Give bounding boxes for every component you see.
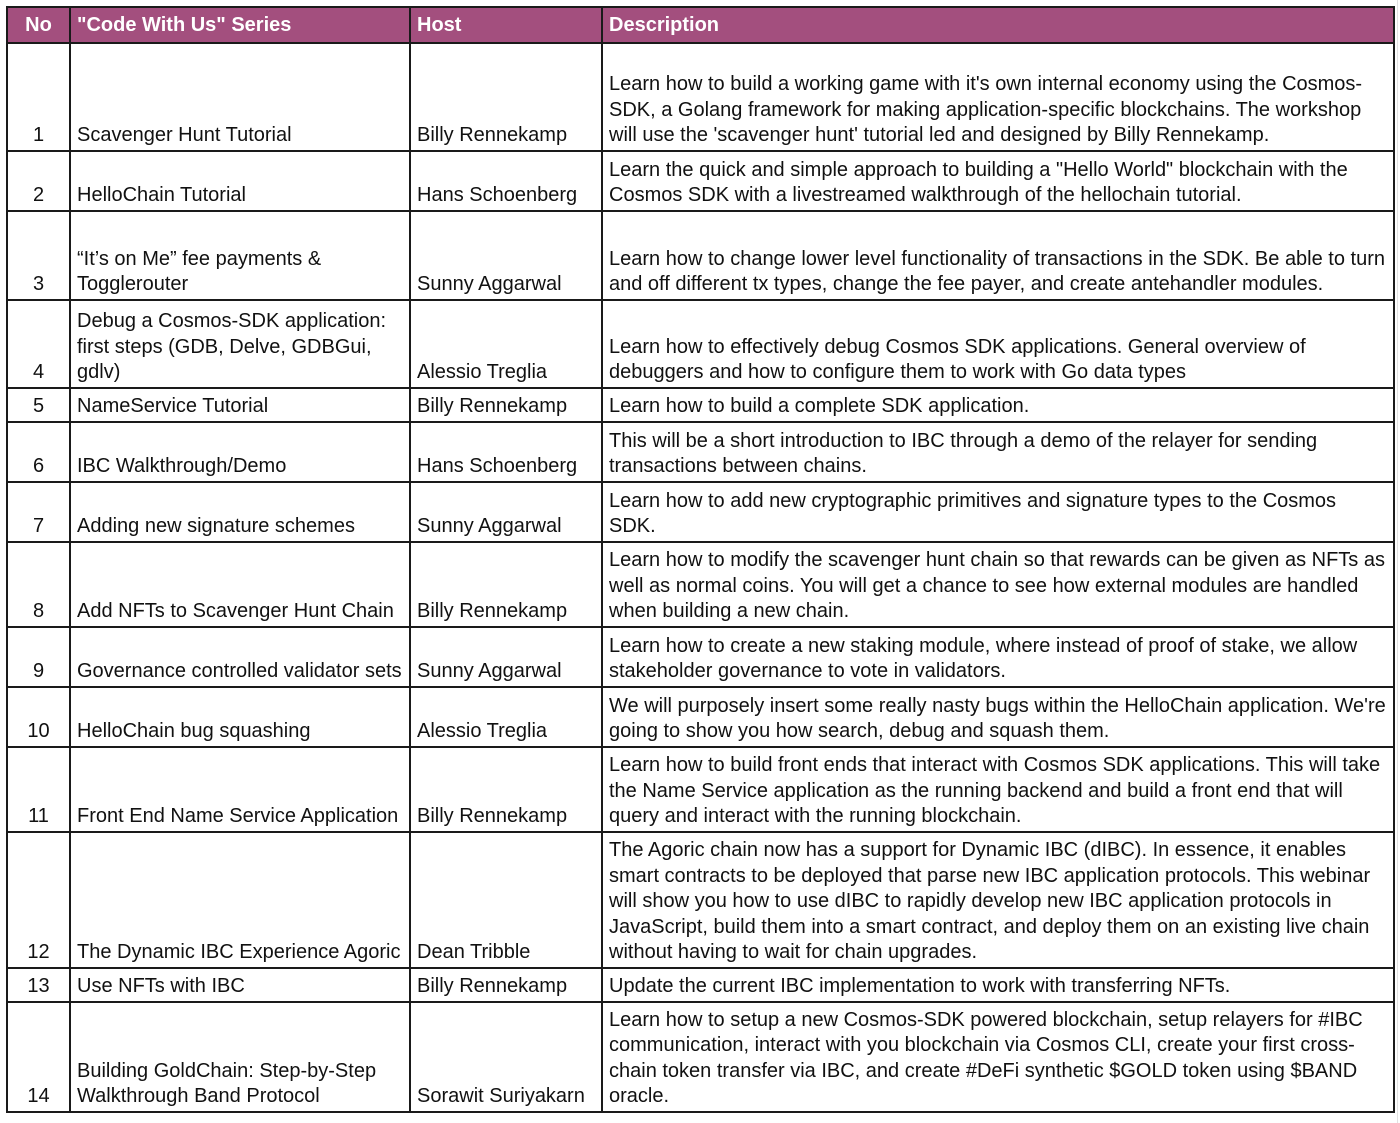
cell-series[interactable]: HelloChain bug squashing [70, 687, 410, 747]
cell-description[interactable]: Learn the quick and simple approach to building a "Hello World" blockchain with the Cosmos SDK with a livestreamed walkthrough of the hellochain tutorial. [602, 151, 1394, 211]
cell-host[interactable]: Billy Rennekamp [410, 968, 602, 1002]
cell-no[interactable]: 13 [7, 968, 70, 1002]
cell-host[interactable]: Sunny Aggarwal [410, 211, 602, 300]
cell-host[interactable]: Billy Rennekamp [410, 542, 602, 627]
cell-host[interactable]: Billy Rennekamp [410, 747, 602, 832]
cell-series[interactable]: Debug a Cosmos-SDK application: first steps (GDB, Delve, GDBGui, gdlv) [70, 300, 410, 388]
cell-no[interactable]: 7 [7, 482, 70, 542]
cell-series[interactable]: Governance controlled validator sets [70, 627, 410, 687]
cell-series[interactable]: Adding new signature schemes [70, 482, 410, 542]
cell-no[interactable]: 11 [7, 747, 70, 832]
cell-host[interactable]: Sunny Aggarwal [410, 482, 602, 542]
cell-description[interactable]: Learn how to create a new staking module, where instead of proof of stake, we allow stakeholder governance to vote in validators. [602, 627, 1394, 687]
cell-description[interactable]: This will be a short introduction to IBC through a demo of the relayer for sending transactions between chains. [602, 422, 1394, 482]
table-body [7, 43, 1394, 1112]
cell-series[interactable]: IBC Walkthrough/Demo [70, 422, 410, 482]
cell-series[interactable]: Scavenger Hunt Tutorial [70, 43, 410, 151]
cell-host[interactable]: Billy Rennekamp [410, 388, 602, 422]
header-host[interactable]: Host [410, 7, 602, 43]
cell-description[interactable]: Learn how to change lower level functionality of transactions in the SDK. Be able to turn and off different tx types, change the fee payer, and create antehandler modules. [602, 211, 1394, 300]
table-row [7, 151, 1394, 211]
cell-host[interactable]: Billy Rennekamp [410, 43, 602, 151]
cell-description[interactable]: Update the current IBC implementation to work with transferring NFTs. [602, 968, 1394, 1002]
cell-description[interactable]: The Agoric chain now has a support for Dynamic IBC (dIBC). In essence, it enables smart contracts to be deployed that parse new IBC application protocols. This webinar will show you how to use dIBC to rapidly develop new IBC application protocols in JavaScript, build them into a smart contract, and deploy them on an existing live chain without having to wait for chain upgrades. [602, 832, 1394, 968]
table-row [7, 422, 1394, 482]
cell-description[interactable]: Learn how to build a working game with it's own internal economy using the Cosmos-SDK, a Golang framework for making application-specific blockchains. The workshop will use the 'scavenger hunt' tutorial led and designed by Billy Rennekamp. [602, 43, 1394, 151]
cell-description[interactable]: Learn how to build front ends that interact with Cosmos SDK applications. This will take the Name Service application as the running backend and build a front end that will query and interact with the running blockchain. [602, 747, 1394, 832]
table-row [7, 627, 1394, 687]
cell-no[interactable]: 12 [7, 832, 70, 968]
cell-description[interactable]: We will purposely insert some really nasty bugs within the HelloChain application. We're going to show you how search, debug and squash them. [602, 687, 1394, 747]
cell-no[interactable]: 3 [7, 211, 70, 300]
cell-host[interactable]: Dean Tribble [410, 832, 602, 968]
cell-host[interactable]: Sunny Aggarwal [410, 627, 602, 687]
header-row [7, 7, 1394, 43]
header-description[interactable]: Description [602, 7, 1394, 43]
cell-host[interactable]: Hans Schoenberg [410, 151, 602, 211]
cell-host[interactable]: Hans Schoenberg [410, 422, 602, 482]
table-row [7, 968, 1394, 1002]
cell-description[interactable]: Learn how to modify the scavenger hunt chain so that rewards can be given as NFTs as well as normal coins. You will get a chance to see how external modules are handled when building a new chain. [602, 542, 1394, 627]
table-row [7, 388, 1394, 422]
cell-series[interactable]: Use NFTs with IBC [70, 968, 410, 1002]
cell-no[interactable]: 4 [7, 300, 70, 388]
cell-no[interactable]: 8 [7, 542, 70, 627]
cell-no[interactable]: 9 [7, 627, 70, 687]
cell-no[interactable]: 14 [7, 1002, 70, 1112]
cell-description[interactable]: Learn how to effectively debug Cosmos SDK applications. General overview of debuggers and how to configure them to work with Go data types [602, 300, 1394, 388]
table-row [7, 211, 1394, 300]
cell-description[interactable]: Learn how to add new cryptographic primitives and signature types to the Cosmos SDK. [602, 482, 1394, 542]
header-no[interactable]: No [7, 7, 70, 43]
cell-description[interactable]: Learn how to build a complete SDK application. [602, 388, 1394, 422]
table-row [7, 43, 1394, 151]
cell-series[interactable]: NameService Tutorial [70, 388, 410, 422]
cell-series[interactable]: Add NFTs to Scavenger Hunt Chain [70, 542, 410, 627]
grid-line [1397, 0, 1398, 1123]
cell-description[interactable]: Learn how to setup a new Cosmos-SDK powered blockchain, setup relayers for #IBC communication, interact with you blockchain via Cosmos CLI, create your first cross-chain token transfer via IBC, and create #DeFi synthetic $GOLD token using $BAND oracle. [602, 1002, 1394, 1112]
table-row [7, 747, 1394, 832]
cell-no[interactable]: 2 [7, 151, 70, 211]
table-row [7, 687, 1394, 747]
code-with-us-table [6, 6, 1395, 1113]
cell-series[interactable]: “It’s on Me” fee payments & Togglerouter [70, 211, 410, 300]
table-row [7, 300, 1394, 388]
cell-host[interactable]: Alessio Treglia [410, 687, 602, 747]
cell-no[interactable]: 6 [7, 422, 70, 482]
cell-no[interactable]: 10 [7, 687, 70, 747]
cell-series[interactable]: The Dynamic IBC Experience Agoric [70, 832, 410, 968]
cell-series[interactable]: HelloChain Tutorial [70, 151, 410, 211]
cell-series[interactable]: Front End Name Service Application [70, 747, 410, 832]
table-row [7, 482, 1394, 542]
header-series[interactable]: "Code With Us" Series [70, 7, 410, 43]
table-row [7, 542, 1394, 627]
cell-no[interactable]: 5 [7, 388, 70, 422]
cell-series[interactable]: Building GoldChain: Step-by-Step Walkthrough Band Protocol [70, 1002, 410, 1112]
cell-host[interactable]: Sorawit Suriyakarn [410, 1002, 602, 1112]
table-row [7, 1002, 1394, 1112]
cell-no[interactable]: 1 [7, 43, 70, 151]
cell-host[interactable]: Alessio Treglia [410, 300, 602, 388]
table-row [7, 832, 1394, 968]
